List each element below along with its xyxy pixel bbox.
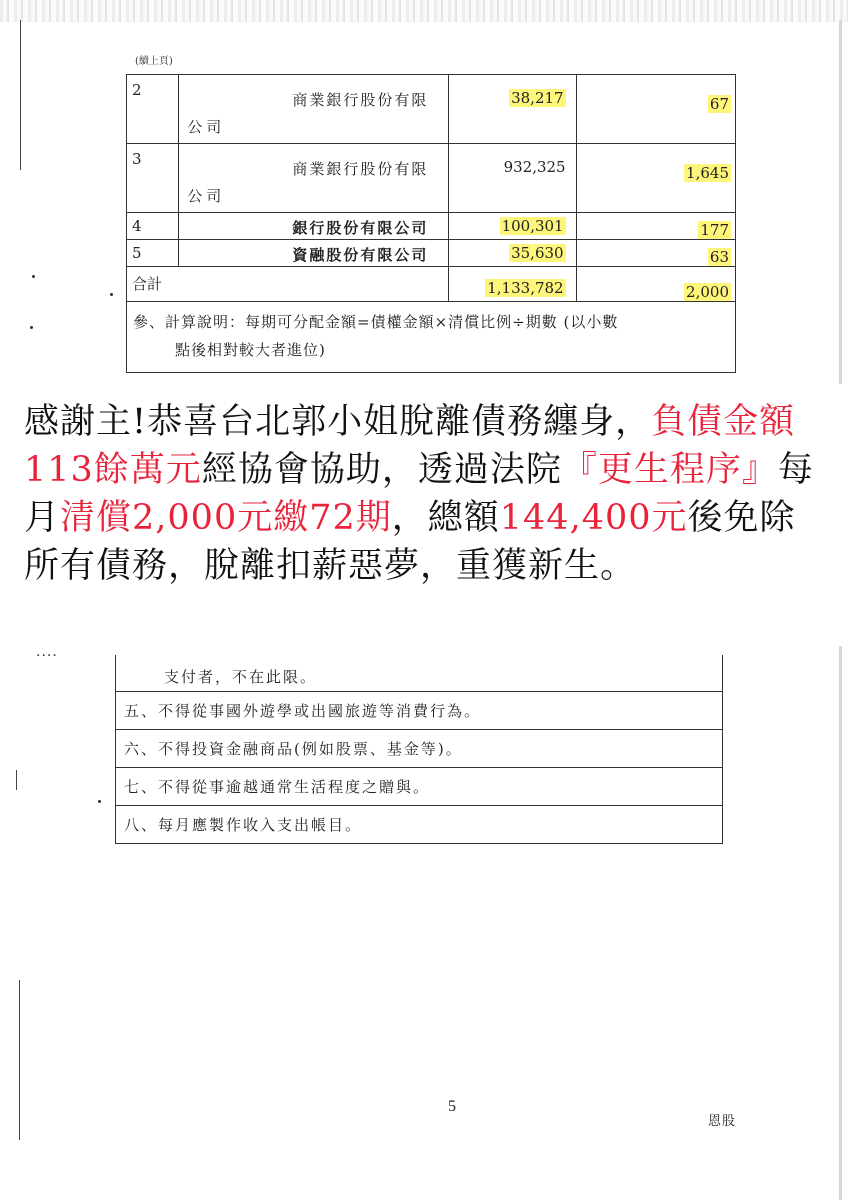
table-row <box>116 730 723 768</box>
table-row <box>127 75 736 144</box>
debt-amount: 100,301 <box>449 213 576 240</box>
creditor-name: 商業銀行股份有限 公司 <box>179 75 449 144</box>
rule-item: 七、不得從事逾越通常生活程度之贈與。 <box>116 768 723 806</box>
total-row <box>127 267 736 302</box>
stamp-text: 恩股 <box>708 1114 737 1129</box>
rule-item: 八、每月應製作收入支出帳目。 <box>116 806 723 844</box>
row-number: 2 <box>127 75 179 144</box>
monthly-payment: 63 <box>576 240 735 267</box>
calculation-note: 參、計算說明：每期可分配金額=債權金額×清償比例÷期數 (以小數 點後相對較大者進位) <box>127 302 736 373</box>
monthly-payment: 177 <box>576 213 735 240</box>
row-number: 4 <box>127 213 179 240</box>
scan-speck <box>110 293 113 296</box>
total-payment: 2,000 <box>576 267 735 302</box>
rule-item: 五、不得從事國外遊學或出國旅遊等消費行為。 <box>116 692 723 730</box>
debt-amount: 38,217 <box>449 75 576 144</box>
row-number: 5 <box>127 240 179 267</box>
scan-dots: .... <box>36 644 58 660</box>
page-number: 5 <box>448 1098 456 1115</box>
announcement-text: 感謝主!恭喜台北郭小姐脫離債務纏身，負債金額113餘萬元經協會協助，透過法院『更生程序』每月清償2,000元繳72期，總額144,400元後免除所有債務，脫離扣薪惡夢，重獲新生。 <box>24 402 814 586</box>
rule-continuation: 支付者，不在此限。 <box>116 655 723 692</box>
margin-mark <box>19 980 20 1140</box>
creditor-name: 商業銀行股份有限 公司 <box>179 144 449 213</box>
scan-speck <box>98 800 101 803</box>
row-number: 3 <box>127 144 179 213</box>
total-label: 合計 <box>127 267 449 302</box>
continued-note: (續上頁) <box>135 56 173 67</box>
creditor-table <box>126 74 736 373</box>
rule-item: 六、不得投資金融商品(例如股票、基金等)。 <box>116 730 723 768</box>
table-row <box>116 655 723 692</box>
margin-mark <box>16 770 17 790</box>
margin-mark <box>20 20 21 170</box>
creditor-name: 銀行股份有限公司 <box>179 213 449 240</box>
table-row <box>127 240 736 267</box>
table-row <box>127 213 736 240</box>
table-row <box>116 692 723 730</box>
monthly-payment: 67 <box>576 75 735 144</box>
monthly-payment: 1,645 <box>576 144 735 213</box>
debt-amount: 932,325 <box>449 144 576 213</box>
scan-speck <box>32 275 35 278</box>
table-row <box>116 806 723 844</box>
note-row <box>127 302 736 373</box>
debt-amount: 35,630 <box>449 240 576 267</box>
table-row <box>127 144 736 213</box>
scan-edge-top <box>0 0 848 22</box>
scan-speck <box>30 326 33 329</box>
rules-table <box>115 655 723 844</box>
total-amount: 1,133,782 <box>449 267 576 302</box>
table-row <box>116 768 723 806</box>
creditor-name: 資融股份有限公司 <box>179 240 449 267</box>
